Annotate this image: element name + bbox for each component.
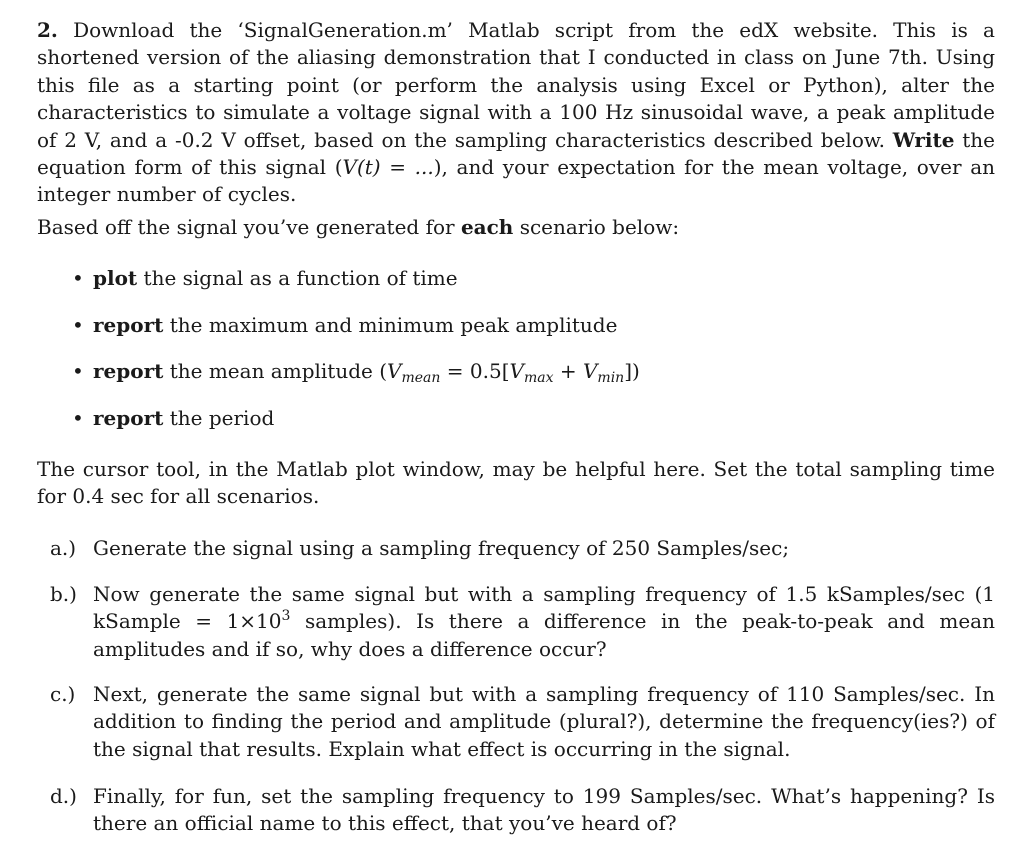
based-off-line <box>37 214 995 241</box>
v-symbol: V <box>509 359 524 383</box>
item-text: Generate the signal using a sampling frequency of 250 Samples/sec; <box>93 536 790 560</box>
bullet-bold: report <box>93 313 164 337</box>
eq-close: ]) <box>624 359 640 383</box>
intro-text-2: the equation form of this signal ( <box>37 127 995 180</box>
bullet-item <box>72 312 617 339</box>
plus-sign: + <box>559 359 577 383</box>
item-label: b.) <box>50 582 77 606</box>
question-number: 2. <box>37 18 58 42</box>
scenario-item-c <box>50 681 995 763</box>
based-bold-each: each <box>460 215 514 239</box>
v-symbol: V <box>582 359 598 383</box>
item-b-superscript: 3 <box>281 608 291 625</box>
based-text-2: scenario below: <box>519 215 680 239</box>
bullet-text: the signal as a function of time <box>143 266 458 290</box>
question-intro <box>37 17 995 209</box>
scenario-item-d <box>50 783 995 838</box>
bullet-dot-icon: • <box>72 359 84 383</box>
bullet-bold: report <box>93 359 164 383</box>
bullet-dot-icon: • <box>72 313 84 337</box>
item-text <box>93 581 995 663</box>
bullet-item <box>72 358 640 385</box>
item-text: Finally, for fun, set the sampling frequency to 199 Samples/sec. What’s happening? Is there an official name to this effect, that you’ve heard of? <box>93 784 995 836</box>
eq-mid: = 0.5[ <box>446 359 510 383</box>
intro-equation: V(t) = ... <box>342 155 434 180</box>
intro-text-1: Download the ‘SignalGeneration.m’ Matlab script from the edX website. This is a shortened version of the aliasing demonstration that I conducted in class on June 7th. Using this file as a starting point (or perform the analysis using Excel or Python), alter the characteristics to simulate a voltage signal with a 100 Hz sinusoidal wave, a peak amplitude of 2 V, and a -0.2 V offset, based on the sampling characteristics described below. <box>37 18 995 152</box>
scenario-item-b <box>50 581 995 663</box>
based-text-1: Based off the signal you’ve generated for <box>37 215 455 239</box>
item-b-text-1: Now generate the same signal but with a sampling frequency of 1.5 kSamples/sec (1 kSample = 1×10 <box>93 582 995 634</box>
scenario-item-a <box>50 535 995 562</box>
sub-mean: mean <box>401 370 441 386</box>
intro-text-3: ), and your expectation for the mean voltage, over an integer number of cycles. <box>37 155 995 207</box>
cursor-tool-paragraph: The cursor tool, in the Matlab plot window, may be helpful here. Set the total sampling time for 0.4 sec for all scenarios. <box>37 457 995 509</box>
intro-bold-write: Write <box>892 127 955 152</box>
item-b-text-2: samples). Is there a difference in the peak-to-peak and mean amplitudes and if so, why does a difference occur? <box>93 609 995 661</box>
v-symbol: V <box>387 359 402 383</box>
bullet-dot-icon: • <box>72 406 84 430</box>
item-text: Next, generate the same signal but with a sampling frequency of 110 Samples/sec. In addition to finding the period and amplitude (plural?), determine the frequency(ies?) of the signal that results. Explain what effect is occurring in the signal. <box>93 682 995 761</box>
bullet-dot-icon: • <box>72 266 84 290</box>
bullet-text: the maximum and minimum peak amplitude <box>169 313 618 337</box>
sub-max: max <box>523 370 554 386</box>
bullet-text: the period <box>169 406 275 430</box>
sub-min: min <box>597 370 625 386</box>
bullet-text: the mean amplitude ( <box>169 359 388 383</box>
item-label: c.) <box>50 682 76 706</box>
bullet-bold: plot <box>93 266 138 290</box>
bullet-bold: report <box>93 406 164 430</box>
bullet-item <box>72 265 458 292</box>
item-label: a.) <box>50 536 77 560</box>
bullet-item <box>72 405 274 432</box>
item-label: d.) <box>50 784 77 808</box>
